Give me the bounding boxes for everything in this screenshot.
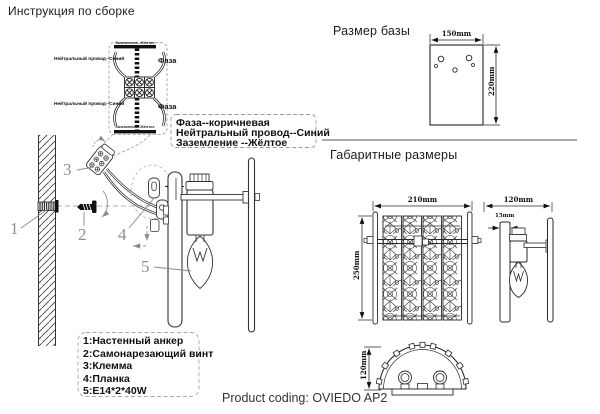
bulb-drawing [187, 236, 212, 289]
ground-label-bottom: Заземление--Жёлтое [115, 125, 155, 129]
phase-label-top: Фаза [158, 56, 177, 65]
top-view-drawing [364, 342, 469, 395]
wire-color-note-line2: Нейтральный провод--Синий [176, 126, 330, 139]
top-view-depth-dim: 120mm [359, 350, 368, 380]
side-thickness-dim: 15mm [495, 213, 515, 219]
phase-label-bottom: Фаза [158, 101, 177, 111]
callout-1: 1 [10, 219, 19, 238]
base-size-heading: Размер базы [333, 24, 411, 38]
side-width-dim: 120mm [503, 195, 534, 204]
page-title: Инструкция по сборке [8, 4, 135, 18]
callout-3: 3 [63, 160, 72, 179]
callout-5: 5 [141, 257, 150, 276]
legend-item-3: 3:Клемма [83, 360, 133, 372]
callout-4: 4 [118, 225, 127, 244]
base-width-dim: 150mm [441, 29, 472, 38]
overall-size-heading: Габаритные размеры [330, 148, 458, 162]
screw-drawing [77, 191, 107, 217]
ground-label-top: Заземление--Жёлтое [115, 40, 155, 45]
front-width-dim: 210mm [407, 195, 438, 204]
front-height-dim: 250mm [352, 250, 361, 280]
callout-2: 2 [78, 225, 87, 244]
wire-color-note-line3: Заземление --Жёлтое [176, 136, 288, 149]
wall-anchor-drawing [38, 200, 59, 213]
legend-item-1: 1:Настенный анкер [83, 335, 184, 347]
front-view-drawing [358, 201, 481, 324]
base-height-dim: 220mm [487, 66, 496, 96]
legend-item-5: 5:E14*2*40W [83, 385, 147, 397]
side-view-drawing [484, 202, 553, 322]
ground-bar-top [114, 45, 156, 48]
legend-item-2: 2:Самонарезающий винт [83, 347, 214, 360]
neutral-wire-label-bottom: Нейтральный провод--Синий [54, 102, 125, 107]
wire-color-note-line1: Фаза--коричневая [176, 116, 270, 129]
legend-item-4: 4:Планка [83, 372, 130, 385]
ground-bar-bottom [114, 130, 156, 133]
product-coding: Product coding: OVIEDO AP2 [222, 391, 388, 405]
neutral-wire-label-top: Нейтральный провод--Синий [54, 57, 125, 62]
wall-drawing [39, 135, 56, 346]
lamp-assembly-drawing [151, 158, 260, 332]
